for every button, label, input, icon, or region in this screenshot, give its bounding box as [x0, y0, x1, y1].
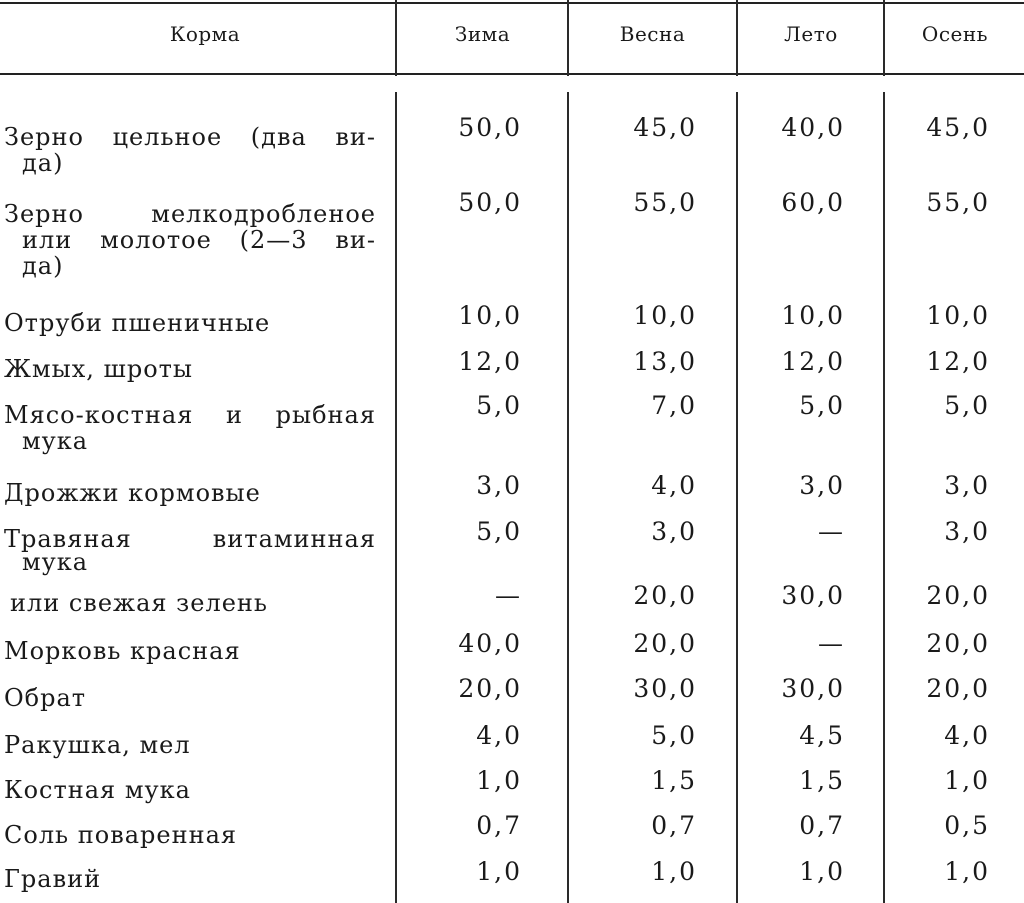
column-divider [883, 92, 885, 903]
value-winter: 1,0 [476, 857, 522, 886]
value-autumn: 20,0 [926, 581, 990, 610]
header-feed: Корма [169, 22, 241, 46]
feed-name-line: Гравий [4, 865, 102, 893]
value-winter: 4,0 [476, 721, 522, 750]
value-autumn: 55,0 [926, 188, 990, 217]
feed-name [4, 822, 376, 848]
value-spring: 20,0 [633, 629, 697, 658]
feed-name [10, 590, 382, 616]
value-autumn: 1,0 [944, 766, 990, 795]
value-winter: — [495, 581, 522, 610]
feed-name-line: Обрат [4, 684, 87, 712]
feed-name-line: Костная мука [4, 776, 191, 804]
feed-name [4, 732, 376, 758]
value-autumn: 3,0 [944, 471, 990, 500]
value-winter: 12,0 [458, 347, 522, 376]
header-spring: Весна [619, 22, 686, 46]
header-divider [395, 0, 397, 76]
value-summer: 1,5 [799, 766, 845, 795]
feed-name [4, 866, 376, 892]
value-autumn: 3,0 [944, 517, 990, 546]
value-autumn: 12,0 [926, 347, 990, 376]
feed-name [4, 685, 376, 711]
column-divider [567, 92, 569, 903]
value-winter: 50,0 [458, 188, 522, 217]
value-spring: 45,0 [633, 113, 697, 142]
value-spring: 55,0 [633, 188, 697, 217]
header-top-rule [0, 2, 1024, 4]
value-summer: 60,0 [781, 188, 845, 217]
value-winter: 0,7 [476, 811, 522, 840]
feed-name-line: мука [22, 548, 89, 576]
header-divider [883, 0, 885, 76]
value-summer: 3,0 [799, 471, 845, 500]
value-autumn: 20,0 [926, 629, 990, 658]
column-divider [395, 92, 397, 903]
value-autumn: 20,0 [926, 674, 990, 703]
value-autumn: 4,0 [944, 721, 990, 750]
value-summer: — [818, 517, 845, 546]
feed-name [4, 356, 376, 382]
feed-name [4, 201, 376, 279]
value-winter: 40,0 [458, 629, 522, 658]
value-summer: 30,0 [781, 581, 845, 610]
value-spring: 20,0 [633, 581, 697, 610]
value-spring: 1,0 [651, 857, 697, 886]
header-divider [736, 0, 738, 76]
header-bottom-rule [0, 73, 1024, 75]
feed-name-line: Морковь красная [4, 637, 241, 665]
feed-name-line: да) [22, 252, 64, 280]
feed-name-line: Ракушка, мел [4, 731, 191, 759]
value-summer: 0,7 [799, 811, 845, 840]
value-spring: 30,0 [633, 674, 697, 703]
feed-name-line: Зерно мелкодробленое [4, 200, 376, 228]
value-autumn: 1,0 [944, 857, 990, 886]
value-spring: 7,0 [651, 391, 697, 420]
value-spring: 0,7 [651, 811, 697, 840]
value-summer: — [818, 629, 845, 658]
value-winter: 5,0 [476, 517, 522, 546]
value-summer: 10,0 [781, 301, 845, 330]
column-divider [736, 92, 738, 903]
value-summer: 30,0 [781, 674, 845, 703]
value-spring: 5,0 [651, 721, 697, 750]
header-divider [567, 0, 569, 76]
value-autumn: 45,0 [926, 113, 990, 142]
value-spring: 3,0 [651, 517, 697, 546]
value-winter: 10,0 [458, 301, 522, 330]
value-summer: 1,0 [799, 857, 845, 886]
feed-name-line: мука [22, 427, 89, 455]
feed-name [4, 480, 376, 506]
feed-name-line: Зерно цельное (два ви- [4, 123, 376, 151]
feed-name-line: Жмых, шроты [4, 355, 194, 383]
feed-name [4, 402, 376, 454]
feed-name-line: Мясо-костная и рыбная [4, 401, 376, 429]
feed-name [4, 638, 376, 664]
value-spring: 13,0 [633, 347, 697, 376]
value-winter: 5,0 [476, 391, 522, 420]
feed-name-line: да) [22, 149, 64, 177]
value-winter: 3,0 [476, 471, 522, 500]
feed-name-line: или свежая зелень [10, 589, 268, 617]
value-spring: 10,0 [633, 301, 697, 330]
value-summer: 40,0 [781, 113, 845, 142]
feed-name [4, 777, 376, 803]
header-autumn: Осень [921, 22, 989, 46]
feed-name [4, 124, 376, 176]
feed-name-line: Дрожжи кормовые [4, 479, 261, 507]
feed-name [4, 310, 376, 336]
value-spring: 1,5 [651, 766, 697, 795]
value-autumn: 0,5 [944, 811, 990, 840]
value-summer: 4,5 [799, 721, 845, 750]
value-winter: 50,0 [458, 113, 522, 142]
value-autumn: 5,0 [944, 391, 990, 420]
value-summer: 5,0 [799, 391, 845, 420]
feed-name-line: Соль поваренная [4, 821, 238, 849]
value-spring: 4,0 [651, 471, 697, 500]
header-summer: Лето [784, 22, 838, 46]
feed-name-line: Травяная витаминная [4, 525, 376, 553]
header-winter: Зима [454, 22, 511, 46]
value-summer: 12,0 [781, 347, 845, 376]
value-autumn: 10,0 [926, 301, 990, 330]
value-winter: 20,0 [458, 674, 522, 703]
value-winter: 1,0 [476, 766, 522, 795]
feed-name-line: или молотое (2—3 ви- [22, 226, 376, 254]
feed-name [4, 525, 376, 576]
feed-name-line: Отруби пшеничные [4, 309, 271, 337]
